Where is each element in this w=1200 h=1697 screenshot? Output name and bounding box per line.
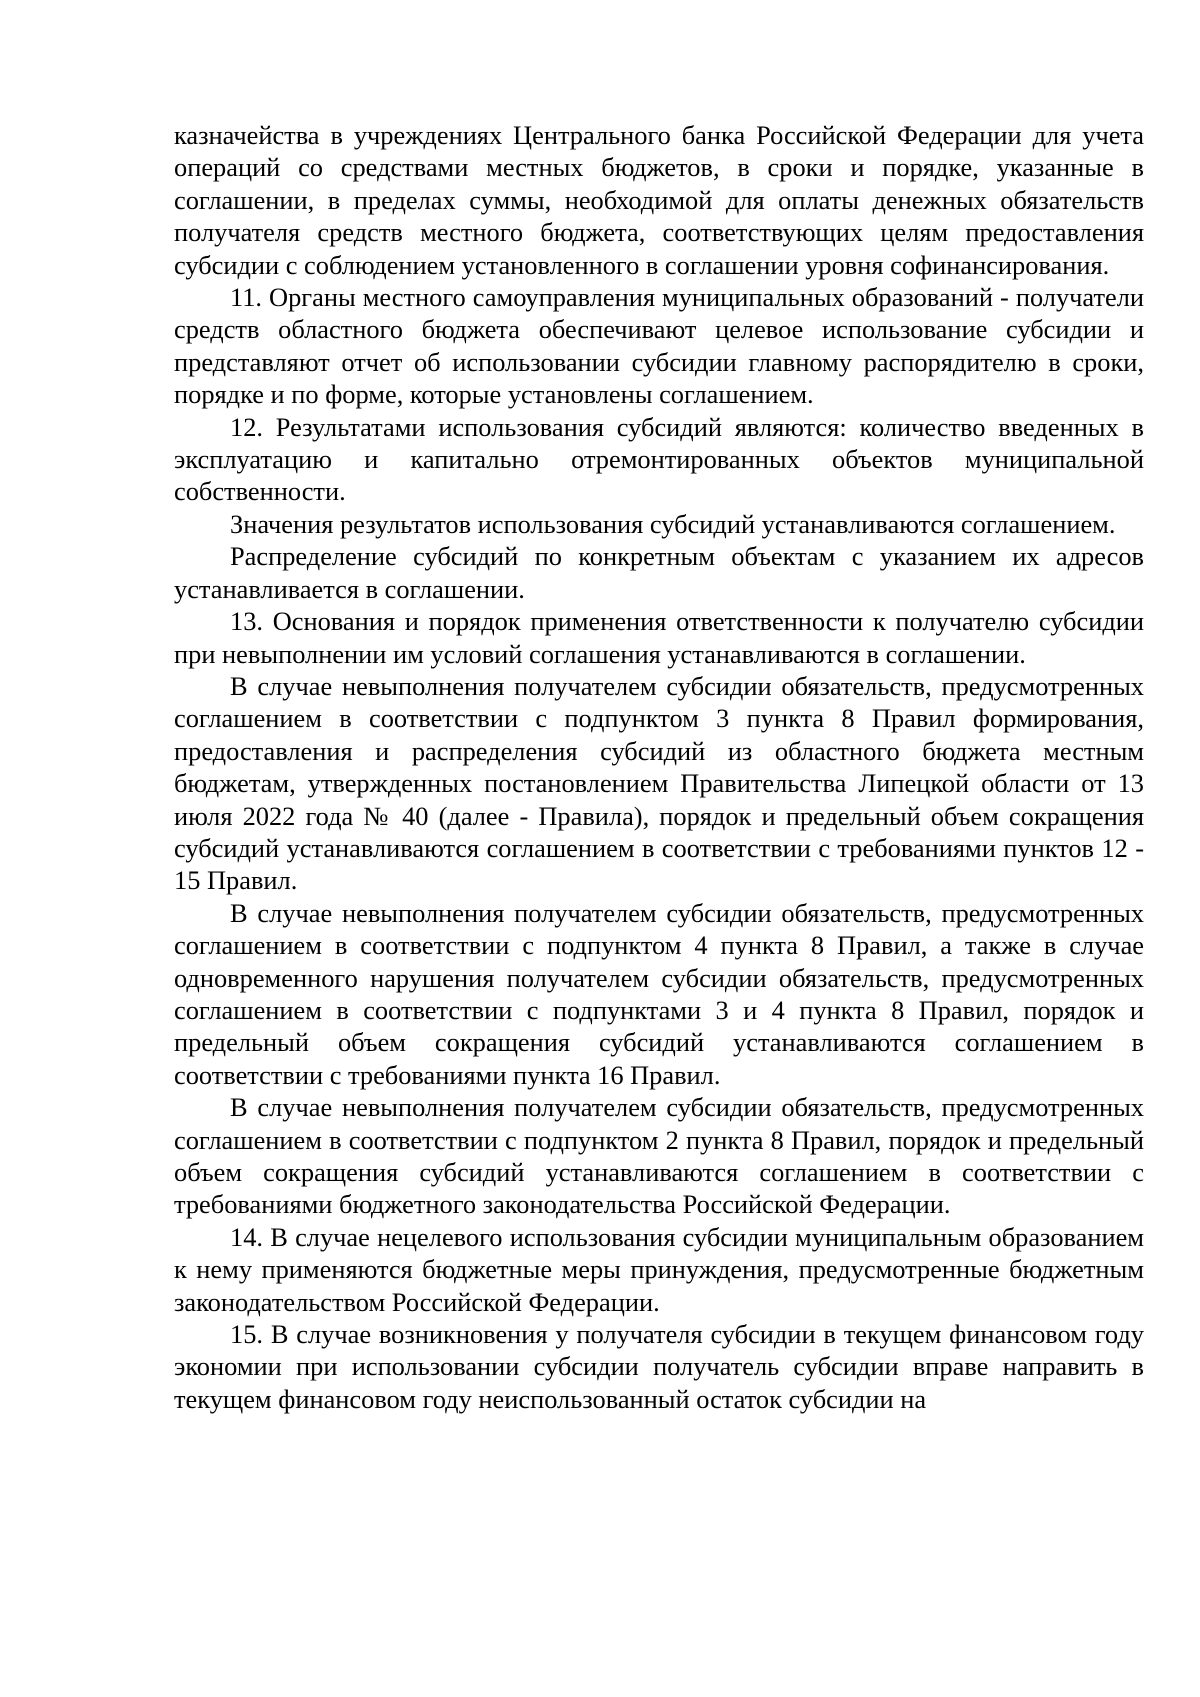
paragraph-results-values: Значения результатов использования субсидий устанавливаются соглашением. xyxy=(230,508,1116,539)
paragraph-item-13: 13. Основания и порядок применения ответственности к получателю субсидии при невыполнении им условий соглашения устанавливаются в соглашении. xyxy=(174,606,1144,669)
paragraph-item-12: 12. Результатами использования субсидий являются: количество введенных в эксплуатацию и капитально отремонтированных объектов муниципальной собственности. xyxy=(174,411,1144,507)
document-body xyxy=(174,119,1144,1415)
paragraph-item-15: 15. В случае возникновения у получателя субсидии в текущем финансовом году экономии при использовании субсидии получатель субсидии вправе направить в текущем финансовом году неиспользованный остаток субсидии на xyxy=(174,1319,1144,1414)
paragraph-distribution: Распределение субсидий по конкретным объектам с указанием их адресов устанавливается в соглашении. xyxy=(174,541,1144,604)
paragraph-item-14: 14. В случае нецелевого использования субсидии муниципальным образованием к нему применяются бюджетные меры принуждения, предусмотренные бюджетным законодательством Российской Федерации. xyxy=(174,1221,1144,1317)
paragraph-case-subpoint-2: В случае невыполнения получателем субсидии обязательств, предусмотренных соглашением в соответствии с подпунктом 2 пункта 8 Правил, порядок и предельный объем сокращения субсидий устанавливаются соглашением в соответствии с требованиями бюджетного законодательства Российской Федерации. xyxy=(174,1092,1144,1220)
paragraph-case-subpoint-3: В случае невыполнения получателем субсидии обязательств, предусмотренных соглашением в соответствии с подпунктом 3 пункта 8 Правил формирования, предоставления и распределения субсидий из областного бюджета местным бюджетам, утвержденных постановлением Правительства Липецкой области от 13 июля 2022 года № 40 (далее - Правила), порядок и предельный объем сокращения субсидий устанавливаются соглашением в соответствии с требованиями пунктов 12 - 15 Правил. xyxy=(174,670,1144,896)
paragraph-continuation: казначейства в учреждениях Центрального банка Российской Федерации для учета операций со средствами местных бюджетов, в сроки и порядке, указанные в соглашении, в пределах суммы, необходимой для оплаты денежных обязательств получателя средств местного бюджета, соответствующих целям предоставления субсидии с соблюдением установленного в соглашении уровня софинансирования. xyxy=(174,120,1144,280)
paragraph-item-11: 11. Органы местного самоуправления муниципальных образований - получатели средств областного бюджета обеспечивают целевое использование субсидии и представляют отчет об использовании субсидии главному распорядителю в сроки, порядке и по форме, которые установлены соглашением. xyxy=(174,282,1144,410)
paragraph-case-subpoint-4: В случае невыполнения получателем субсидии обязательств, предусмотренных соглашением в соответствии с подпунктом 4 пункта 8 Правил, а также в случае одновременного нарушения получателем субсидии обязательств, предусмотренных соглашением в соответствии с подпунктами 3 и 4 пункта 8 Правил, порядок и предельный объем сокращения субсидий устанавливаются соглашением в соответствии с требованиями пункта 16 Правил. xyxy=(174,897,1144,1090)
